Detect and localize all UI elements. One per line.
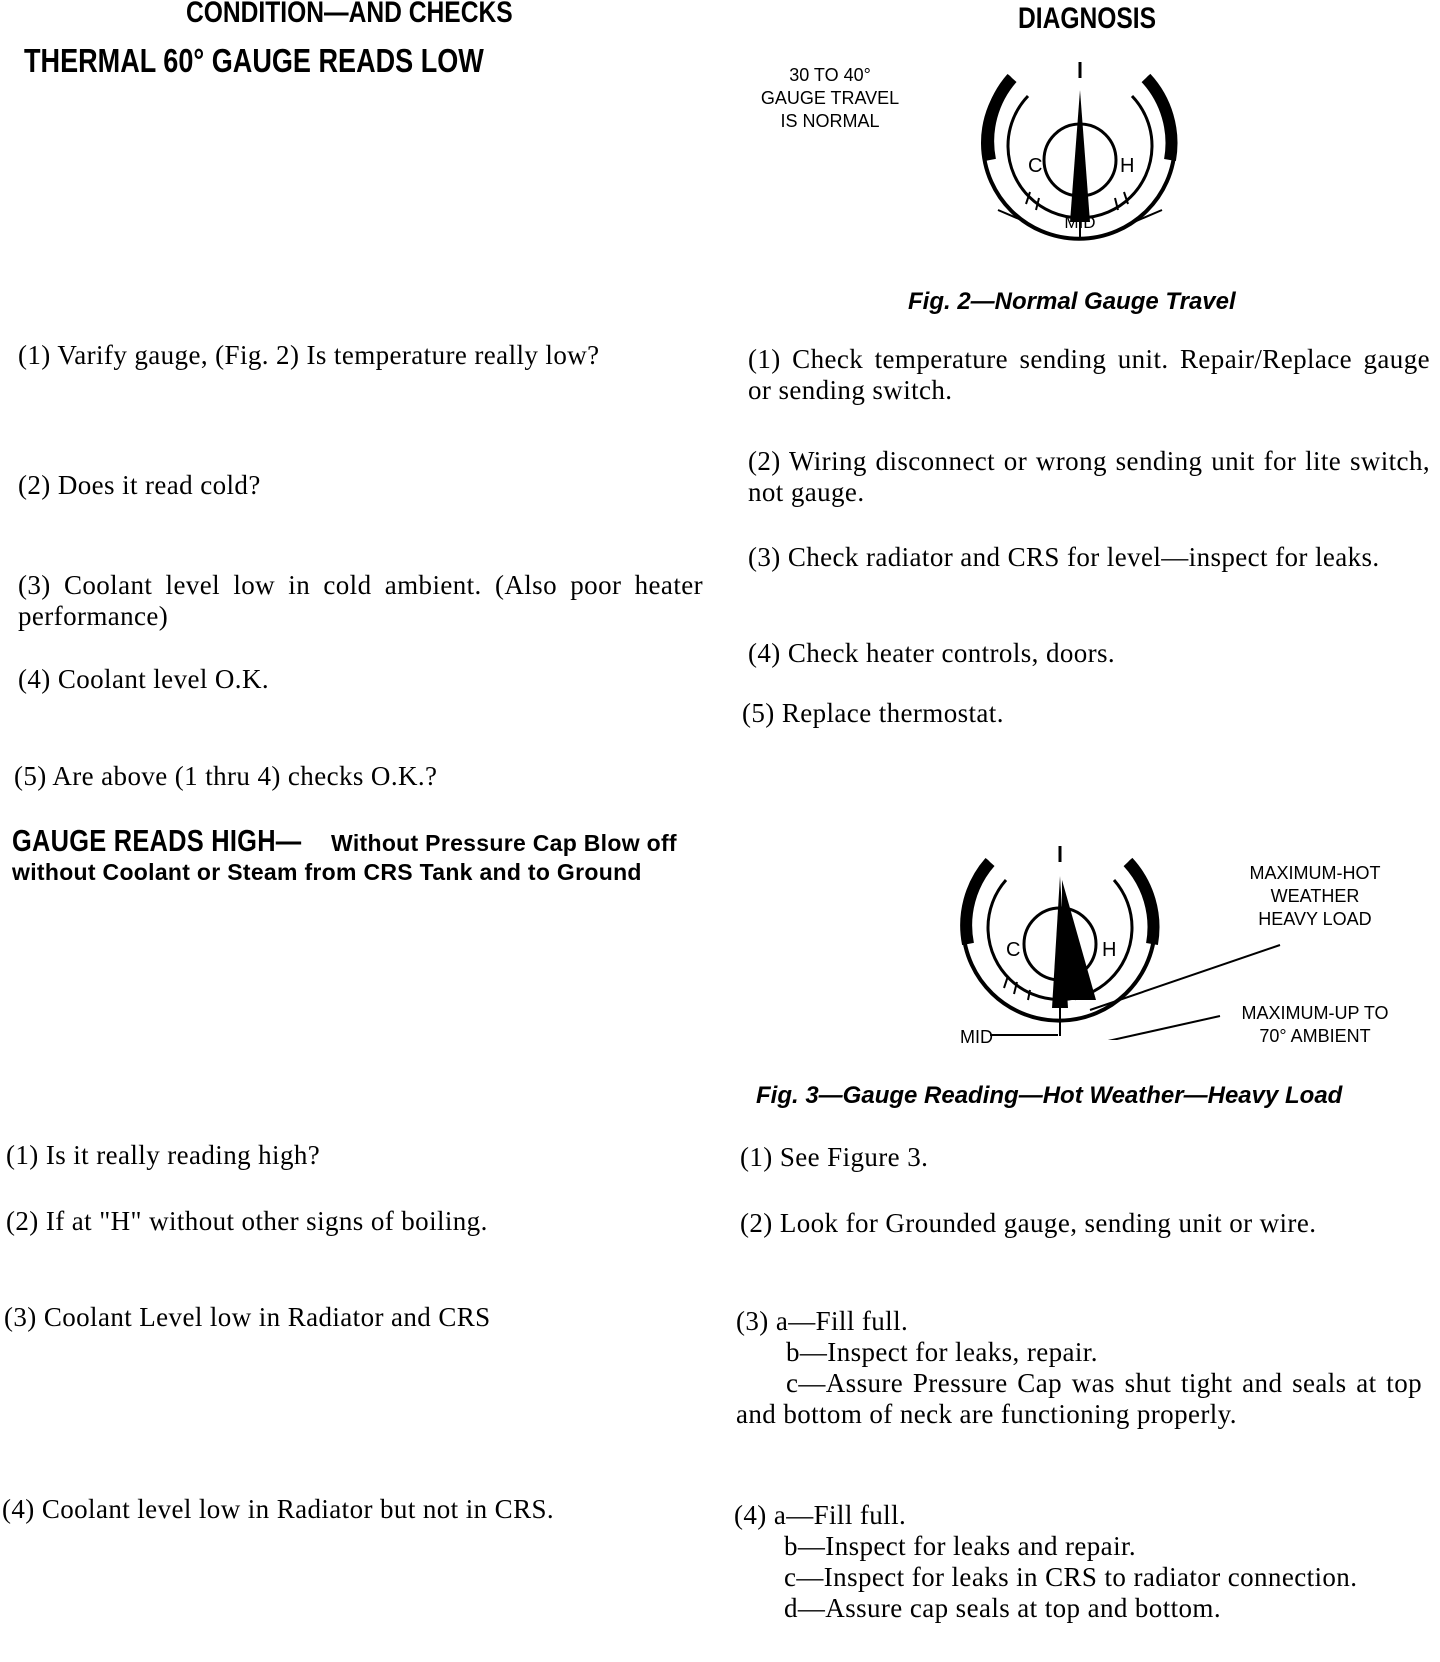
fig2-label-line: IS NORMAL	[780, 111, 880, 131]
fig2-gauge-dial	[970, 50, 1200, 260]
section-title-reads-high-rest: Without Pressure Cap Blow off without Coolant or Steam from CRS Tank and to Ground	[12, 830, 677, 885]
s1-diagnosis-5: (5) Replace thermostat.	[742, 698, 1004, 728]
section-title-reads-high-main: GAUGE READS HIGH—	[12, 823, 302, 858]
s2-diagnosis-4	[734, 1500, 1420, 1624]
fig2-side-label	[740, 64, 920, 133]
fig3-cold-label: C	[1006, 939, 1021, 961]
s2-condition-4: (4) Coolant level low in Radiator but not in CRS.	[2, 1494, 555, 1524]
s2-diagnosis-3-step: b—Inspect for leaks, repair.	[786, 1337, 1098, 1367]
condition-column-header: CONDITION—AND CHECKS	[186, 0, 513, 29]
section-title-reads-high	[12, 823, 702, 887]
s2-diagnosis-2: (2) Look for Grounded gauge, sending unit or wire.	[740, 1208, 1317, 1238]
s2-diagnosis-1: (1) See Figure 3.	[740, 1142, 929, 1172]
fig3-hot-label: H	[1102, 939, 1117, 961]
s2-diagnosis-3-step: (3) a—Fill full.	[736, 1306, 909, 1336]
s1-condition-4: (4) Coolant level O.K.	[18, 664, 269, 694]
s1-diagnosis-1: (1) Check temperature sending unit. Repair/Replace gauge or sending switch.	[748, 344, 1430, 405]
fig2-caption: Fig. 2—Normal Gauge Travel	[908, 288, 1236, 315]
s1-condition-2: (2) Does it read cold?	[18, 470, 261, 500]
s1-condition-1: (1) Varify gauge, (Fig. 2) Is temperature really low?	[18, 340, 600, 370]
fig2-label-line: GAUGE TRAVEL	[760, 88, 900, 108]
s1-condition-5: (5) Are above (1 thru 4) checks O.K.?	[14, 761, 438, 791]
s2-diagnosis-4-step: (4) a—Fill full.	[734, 1500, 907, 1530]
diagnosis-column-header: DIAGNOSIS	[1018, 2, 1157, 35]
fig2-mid-label: MID	[1064, 213, 1096, 232]
fig3-mid-label: MID	[960, 1027, 993, 1047]
fig3-max-label-line: MAXIMUM-UP TO	[1241, 1003, 1389, 1023]
fig3-max-label-line: 70° AMBIENT	[1259, 1026, 1371, 1046]
fig3-hot-label-line: WEATHER	[1270, 886, 1360, 906]
section-title-reads-low: THERMAL 60° GAUGE READS LOW	[24, 42, 484, 79]
s2-diagnosis-3	[736, 1306, 1422, 1430]
s1-diagnosis-3: (3) Check radiator and CRS for level—inspect for leaks.	[748, 542, 1380, 572]
fig3-hot-label-line: MAXIMUM-HOT	[1249, 863, 1381, 883]
s1-diagnosis-2: (2) Wiring disconnect or wrong sending unit for lite switch, not gauge.	[748, 446, 1430, 507]
s2-condition-3: (3) Coolant Level low in Radiator and CRS	[4, 1302, 491, 1332]
s2-condition-2: (2) If at "H" without other signs of boiling.	[6, 1206, 488, 1236]
s1-diagnosis-4: (4) Check heater controls, doors.	[748, 638, 1116, 668]
fig3-hot-label-line: HEAVY LOAD	[1258, 909, 1372, 929]
s2-diagnosis-3-step: c—Assure Pressure Cap was shut tight and seals at top and bottom of neck are functioning properly.	[736, 1368, 1422, 1429]
s2-diagnosis-4-step: d—Assure cap seals at top and bottom.	[784, 1593, 1221, 1623]
s2-diagnosis-4-step: b—Inspect for leaks and repair.	[784, 1531, 1137, 1561]
fig3-hot-weather-label	[1225, 862, 1405, 931]
s2-condition-1: (1) Is it really reading high?	[6, 1140, 321, 1170]
s2-diagnosis-4-step: c—Inspect for leaks in CRS to radiator connection.	[784, 1562, 1358, 1592]
fig3-caption: Fig. 3—Gauge Reading—Hot Weather—Heavy Load	[756, 1082, 1343, 1109]
fig2-hot-label: H	[1120, 155, 1135, 177]
fig2-cold-label: C	[1028, 155, 1043, 177]
s1-condition-3: (3) Coolant level low in cold ambient. (Also poor heater performance)	[18, 570, 703, 631]
fig2-label-line: 30 TO 40°	[789, 65, 871, 85]
fig3-max-ambient-label	[1225, 1002, 1405, 1048]
